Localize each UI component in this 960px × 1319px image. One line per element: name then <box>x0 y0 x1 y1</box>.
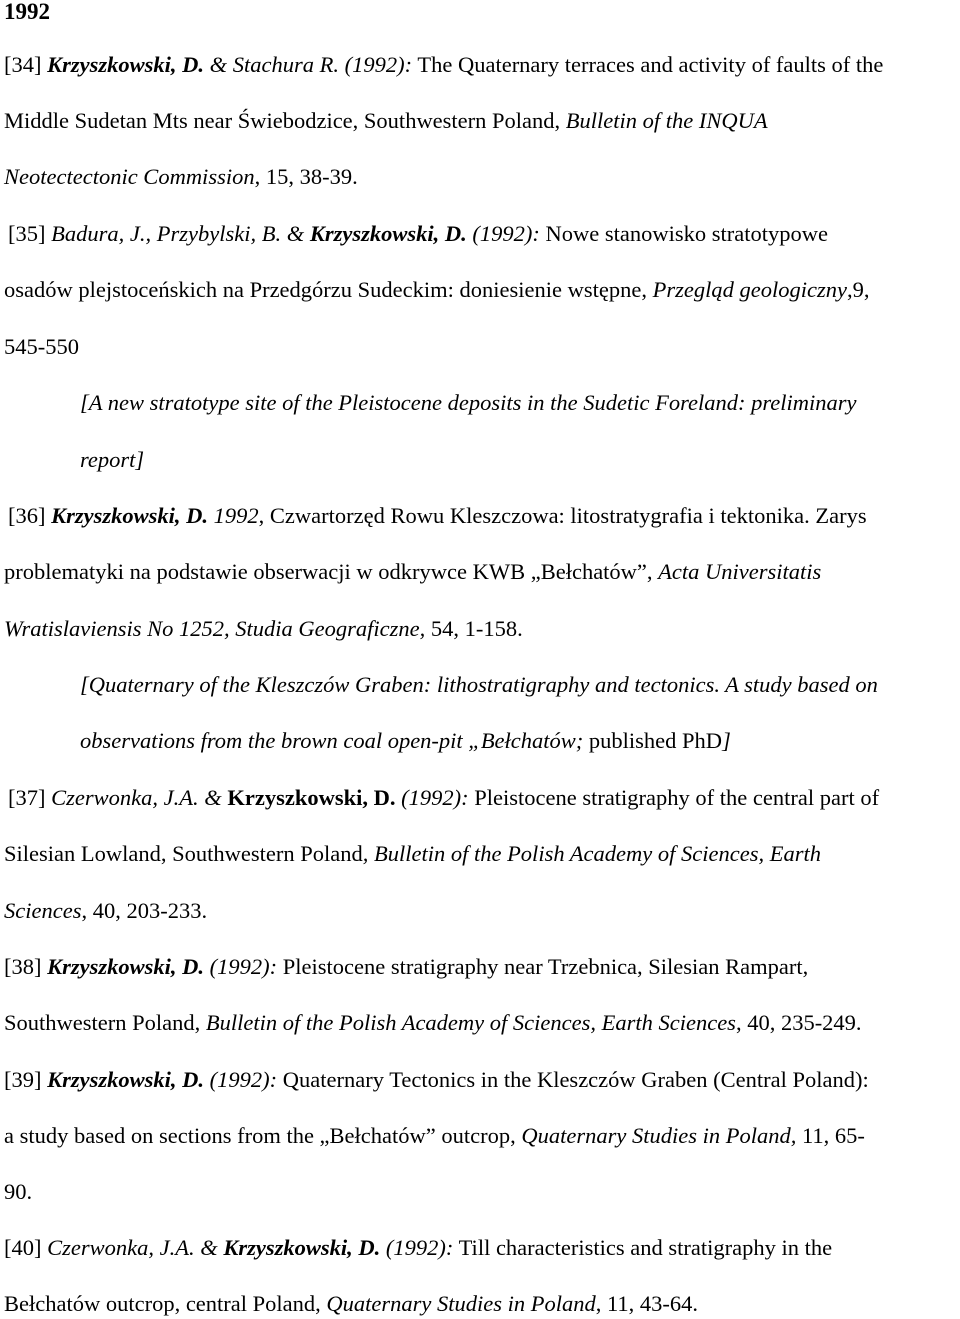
text-run: 1992 <box>208 503 259 528</box>
text-run: Silesian Lowland, Southwestern Poland <box>4 841 363 866</box>
text-run: Krzyszkowski, D. <box>47 1067 205 1092</box>
reference-line <box>8 220 828 248</box>
reference-line <box>4 1290 698 1318</box>
text-run: Neotectectonic Commission <box>4 164 255 189</box>
text-run: 90. <box>4 1179 33 1204</box>
reference-line <box>4 897 207 925</box>
text-run: Southwestern Poland, <box>4 1010 206 1035</box>
reference-line <box>4 953 808 981</box>
text-run: Pleistocene stratigraphy of the central part of <box>468 785 880 810</box>
reference-line <box>4 558 821 586</box>
text-run: Acta Universitatis <box>658 559 822 584</box>
text-run: Till characteristics and stratigraphy in the <box>453 1235 833 1260</box>
text-run: ,9, <box>846 277 870 302</box>
text-run: Badura, J., Przybylski, B. & <box>51 221 310 246</box>
text-run: ] <box>722 728 731 753</box>
text-run: (1992): <box>380 1235 454 1260</box>
text-run: a study based on sections from the „Bełchatów” outcrop, <box>4 1123 522 1148</box>
text-run: published PhD <box>583 728 723 753</box>
reference-line <box>4 51 883 79</box>
reference-line <box>8 784 879 812</box>
text-run: 11, 65- <box>796 1123 865 1148</box>
text-run: The Quaternary terraces and activity of faults of the <box>412 52 884 77</box>
reference-line <box>4 1178 32 1206</box>
reference-line <box>4 163 358 191</box>
text-run: [35] <box>8 221 52 246</box>
text-run: , Czwartorzęd Rowu Kleszczowa: litostratygrafia i tektonika. Zarys <box>258 503 867 528</box>
text-run: Quaternary Studies in Poland, <box>521 1123 797 1148</box>
text-run: Bulletin of the Polish Academy of Sciences, Earth Sciences <box>205 1010 736 1035</box>
text-run: 545-550 <box>4 334 79 359</box>
text-run: Krzyszkowski, D. <box>227 785 396 810</box>
text-run: , 40, 235-249. <box>735 1010 862 1035</box>
text-run: , Bulletin of the Polish Academy of Sciences, Earth <box>362 841 821 866</box>
reference-line <box>4 1009 862 1037</box>
reference-line <box>4 276 869 304</box>
text-run: (1992): <box>466 221 540 246</box>
reference-line <box>80 671 878 699</box>
text-run: Czerwonka, J.A. & <box>51 785 228 810</box>
text-run: , 11, 43-64. <box>595 1291 699 1316</box>
text-run: 54, 1-158. <box>425 616 523 641</box>
text-run: Bełchatów outcrop, central Poland, <box>4 1291 327 1316</box>
text-run: osadów plejstoceńskich na Przedgórzu Sudeckim: doniesienie wstępne, <box>4 277 653 302</box>
reference-line <box>80 446 144 474</box>
text-run: (1992): <box>395 785 469 810</box>
text-run: Quaternary Tectonics in the Kleszczów Graben (Central Poland): <box>277 1067 869 1092</box>
reference-line <box>4 1122 865 1150</box>
text-run: Krzyszkowski, D. <box>309 221 467 246</box>
reference-line <box>80 389 857 417</box>
text-run: [39] <box>4 1067 48 1092</box>
reference-line <box>8 502 867 530</box>
text-run: Krzyszkowski, D. <box>51 503 209 528</box>
year-heading: 1992 <box>4 0 50 24</box>
text-run: & Stachura R. (1992): <box>204 52 413 77</box>
reference-line <box>4 1234 832 1262</box>
text-run: Sciences <box>4 898 82 923</box>
text-run: [37] <box>8 785 52 810</box>
text-run: Nowe stanowisko stratotypowe <box>539 221 828 246</box>
text-run: problematyki na podstawie obserwacji w odkrywce KWB „Bełchatów”, <box>4 559 659 584</box>
text-run: Wratislaviensis No 1252, Studia Geograficzne, <box>4 616 426 641</box>
reference-line <box>4 1066 869 1094</box>
text-run: [36] <box>8 503 52 528</box>
text-run: [A new stratotype site of the Pleistocene deposits in the Sudetic Foreland: preliminary <box>80 390 857 415</box>
reference-line <box>4 840 821 868</box>
text-run: report] <box>80 447 145 472</box>
text-run: Bulletin of the INQUA <box>565 108 768 133</box>
text-run: (1992): <box>204 954 278 979</box>
text-run: [34] <box>4 52 48 77</box>
text-run: Krzyszkowski, D. <box>47 52 205 77</box>
text-run: [38] <box>4 954 48 979</box>
text-run: observations from the brown coal open-pit „Bełchatów; <box>80 728 584 753</box>
text-run: Przegląd geologiczny <box>652 277 847 302</box>
text-run: [Quaternary of the Kleszczów Graben: lithostratigraphy and tectonics. A study based on <box>80 672 878 697</box>
text-run: Middle Sudetan Mts near Świebodzice, Southwestern Poland, <box>4 108 566 133</box>
text-run: Pleistocene stratigraphy near Trzebnica, Silesian Rampart, <box>277 954 809 979</box>
text-run: Quaternary Studies in Poland <box>326 1291 596 1316</box>
text-run: , 15, 38-39. <box>254 164 358 189</box>
text-run: Krzyszkowski, D. <box>223 1235 381 1260</box>
reference-line <box>4 615 523 643</box>
reference-line <box>80 727 731 755</box>
text-run: , 40, 203-233. <box>81 898 208 923</box>
text-run: [40] <box>4 1235 48 1260</box>
reference-line <box>4 107 768 135</box>
reference-line <box>4 333 79 361</box>
text-run: Czerwonka, J.A. & <box>47 1235 224 1260</box>
text-run: (1992): <box>204 1067 278 1092</box>
text-run: Krzyszkowski, D. <box>47 954 205 979</box>
